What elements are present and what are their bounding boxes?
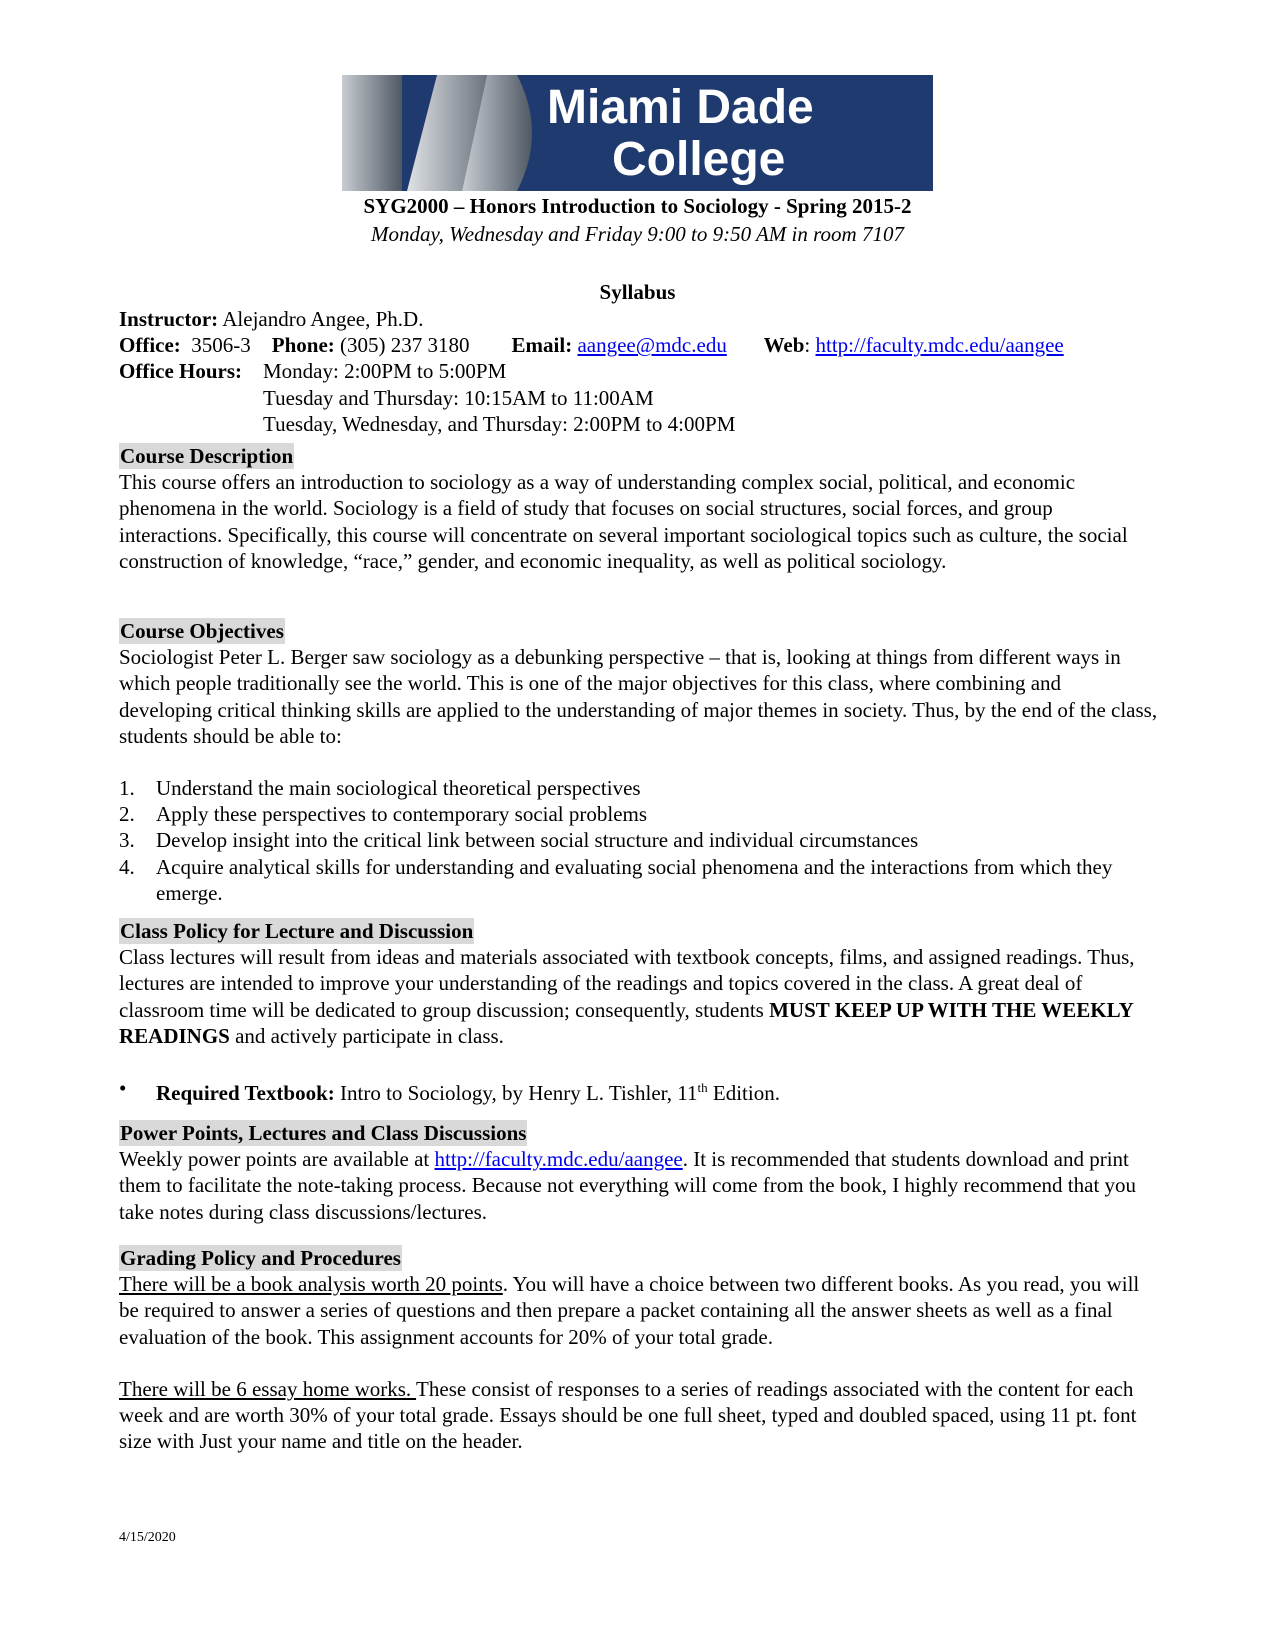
class-policy-emphasis: MUST KEEP UP WITH THE WEEKLY READINGS [119, 997, 1134, 1048]
list-item: 1. Understand the main sociological theoretical perspectives [119, 776, 641, 801]
office-hours-item: Tuesday, Wednesday, and Thursday: 2:00PM to 4:00PM [263, 411, 736, 436]
course-objectives-section [119, 618, 1159, 906]
grading-paragraph-2: There will be 6 essay home works. These consist of responses to a series of readings associated with the content for each week and are worth 30% of your total grade. Essays should be one full sheet, typed and doubled spaced, using 11 pt. font size with Just your name and title on the header. [119, 1376, 1137, 1454]
office-hours [119, 358, 1159, 436]
bullet-dot: • [119, 1076, 127, 1101]
power-points-text: Weekly power points are available at http://faculty.mdc.edu/aangee. It is recommended that students download and print them to facilitate the note-taking process. Because not everything will come from the book, I highly recommend that you take notes during class discussions/lectures. [119, 1147, 1137, 1224]
syllabus-heading: Syllabus [599, 280, 676, 304]
course-schedule: Monday, Wednesday and Friday 9:00 to 9:50 AM in room 7107 [371, 222, 904, 246]
office-hours-item: Monday: 2:00PM to 5:00PM [263, 359, 507, 384]
course-description-section [119, 443, 1159, 574]
phone-value: (305) 237 3180 [340, 333, 470, 358]
grading-heading: Grading Policy and Procedures [120, 1246, 401, 1270]
logo-text-line2: College [612, 133, 786, 186]
course-description-heading: Course Description [120, 444, 294, 468]
instructor-info [119, 306, 1159, 436]
class-policy-heading: Class Policy for Lecture and Discussion [120, 919, 474, 943]
textbook-text: Intro to Sociology, by Henry L. Tishler, 11 [334, 1081, 698, 1106]
list-item: 3. Develop insight into the critical link between social structure and individual circumstances [119, 828, 919, 853]
instructor-line [119, 306, 1159, 332]
phone-label: Phone: [271, 333, 335, 358]
list-item: 2. Apply these perspectives to contemporary social problems [119, 802, 648, 827]
objectives-list [119, 775, 1159, 906]
course-title-block [0, 192, 1275, 248]
footer-date: 4/15/2020 [119, 1530, 176, 1545]
email-label: Email: [511, 333, 573, 358]
office-hours-item: Tuesday and Thursday: 10:15AM to 11:00AM [263, 385, 654, 410]
textbook-bullet [119, 1075, 1159, 1106]
office-value: 3506-3 [191, 333, 251, 358]
power-points-section [119, 1120, 1159, 1225]
logo-graphic [342, 75, 933, 191]
web-label: Web [763, 333, 805, 358]
course-objectives-heading: Course Objectives [120, 619, 284, 643]
email-link[interactable]: aangee@mdc.edu [577, 333, 727, 358]
instructor-name: Alejandro Angee, Ph.D. [222, 307, 424, 331]
web-link[interactable]: http://faculty.mdc.edu/aangee [815, 333, 1064, 358]
course-objectives-text: Sociologist Peter L. Berger saw sociology as a debunking perspective – that is, looking at things from different ways in which people traditionally see the world. This is one of the major objectives for this class, where combining and developing critical thinking skills are applied to the understanding of major themes in society. Thus, by the end of the class, students should be able to: [119, 645, 1158, 748]
power-points-link[interactable]: http://faculty.mdc.edu/aangee [434, 1147, 683, 1172]
class-policy-section [119, 918, 1159, 1106]
office-label: Office: [119, 333, 181, 358]
logo-text-line1: Miami Dade [547, 81, 814, 134]
power-points-heading: Power Points, Lectures and Class Discussions [120, 1121, 527, 1145]
grading-paragraph-1: There will be a book analysis worth 20 points. You will have a choice between two different books. As you read, you will be required to answer a series of questions and then prepare a packet containing all the answer sheets as well as a final evaluation of the book. This assignment accounts for 20% of your total grade. [119, 1272, 1140, 1349]
contact-line: Office: 3506-3 Phone: (305) 237 3180 Email: aangee@mdc.edu Web: http://faculty.mdc.edu/aangee [119, 333, 1064, 358]
class-policy-text: Class lectures will result from ideas and materials associated with textbook concepts, films, and assigned readings. Thus, lectures are intended to improve your understanding of the readings and topics covered in the class. A great deal of classroom time will be dedicated to group discussion; consequently, students MUST KEEP UP WITH THE WEEKLY READINGS and actively participate in class. [119, 945, 1135, 1048]
textbook-sup: th [697, 1080, 708, 1096]
textbook-label: Required Textbook: [156, 1081, 335, 1106]
office-hours-list [263, 358, 735, 437]
list-item: 4. Acquire analytical skills for understanding and evaluating social phenomena and the interactions from which they emerge. [119, 854, 1113, 905]
office-hours-label: Office Hours: [119, 359, 243, 384]
course-description-text: This course offers an introduction to sociology as a way of understanding complex social, political, and economic phenomena in the world. Sociology is a field of study that focuses on social structures, social forces, and group interactions. Specifically, this course will concentrate on several important sociological topics such as culture, the social construction of knowledge, “race,” gender, and economic inequality, as well as political sociology. [119, 470, 1128, 573]
college-logo [342, 75, 933, 191]
grading-section [119, 1245, 1159, 1454]
instructor-label: Instructor: [119, 307, 219, 331]
textbook-end: Edition. [707, 1081, 780, 1106]
course-title: SYG2000 – Honors Introduction to Sociology - Spring 2015-2 [363, 194, 912, 218]
